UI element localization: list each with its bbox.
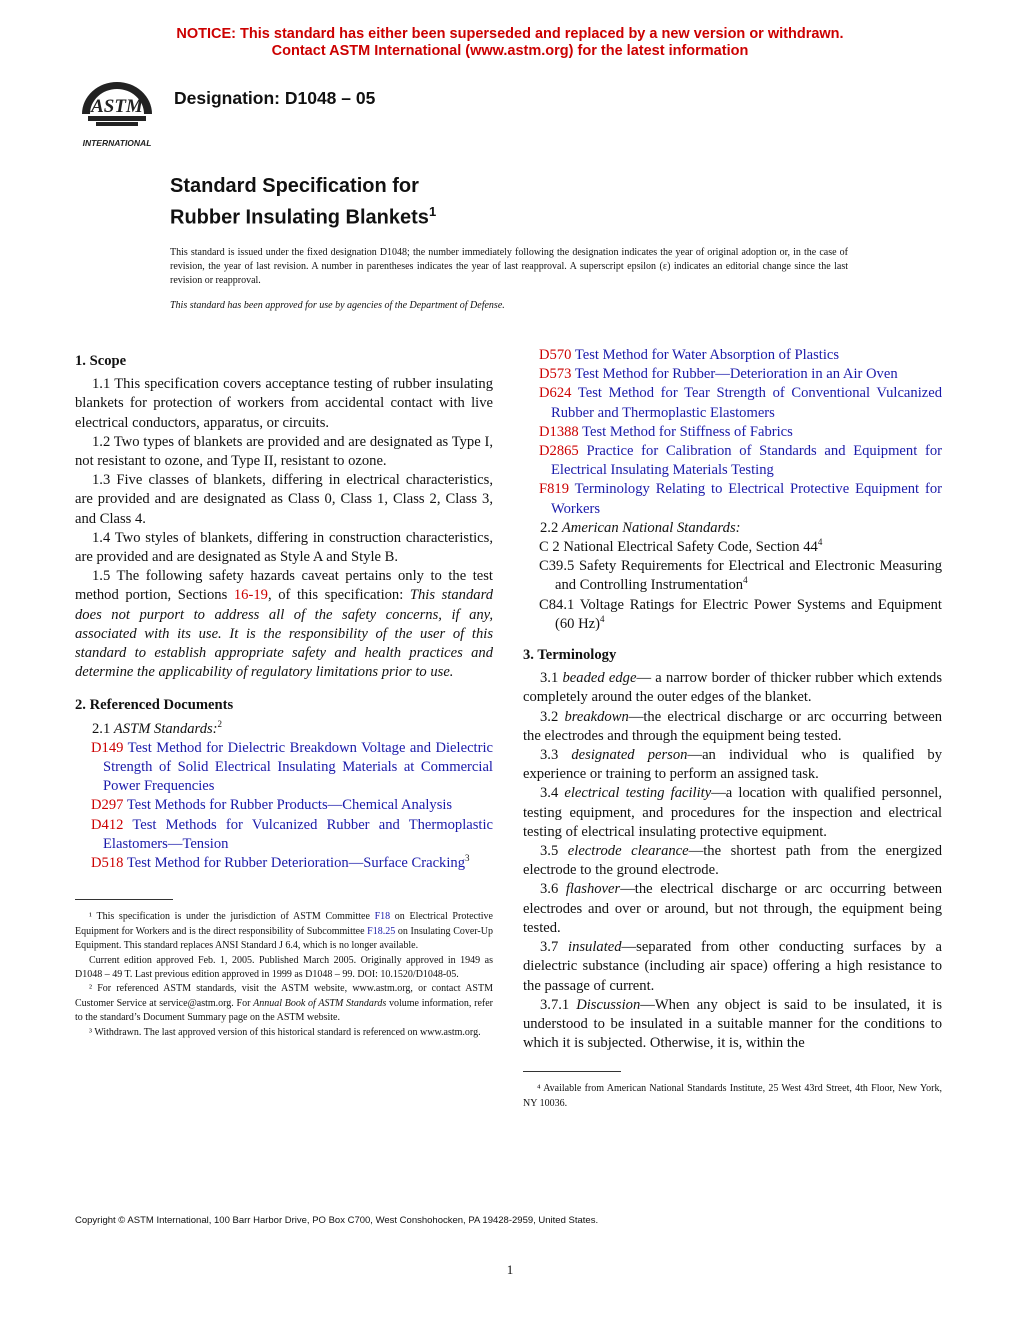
term-item: 3.3 designated person—an individual who is qualified by experience or training to perform an assigned task. <box>523 747 942 783</box>
title-line-1: Standard Specification for <box>170 175 419 197</box>
ref-item[interactable]: D2865 Practice for Calibration of Standards and Equipment for Electrical Insulating Materials Testing <box>539 443 942 479</box>
ref-item[interactable]: D573 Test Method for Rubber—Deterioration in an Air Oven <box>539 366 898 383</box>
f18-link[interactable]: F18 <box>374 911 391 923</box>
page-number: 1 <box>506 1262 514 1277</box>
ref-item[interactable]: D570 Test Method for Water Absorption of Plastics <box>539 347 840 363</box>
footnote-divider <box>75 899 173 900</box>
notice-line-2: Contact ASTM International (www.astm.org) for the latest information <box>271 43 749 59</box>
term-item: 3.1 beaded edge— a narrow border of thicker rubber which extends completely around the outer edges of the blanket. <box>523 670 942 706</box>
ref-item[interactable]: D518 Test Method for Rubber Deterioration—Surface Cracking$^3$ <box>91 853 470 872</box>
term-item: 3.2 breakdown—the electrical discharge or arc occurring between the electrodes and through the equipment being tested. <box>523 708 942 744</box>
term-item: 3.6 flashover—the electrical discharge or arc occurring between electrodes and over or around, but not through, the equipment being tested. <box>523 881 942 936</box>
section-heading-terminology: 3. Terminology <box>523 647 617 664</box>
footnote-divider-right <box>523 1071 621 1072</box>
ref-item[interactable]: D1388 Test Method for Stiffness of Fabrics <box>539 423 793 440</box>
footnotes-right <box>523 1082 942 1111</box>
scope-1-3: 1.3 Five classes of blankets, differing in electrical characteristics, are provided and are designated as Class 0, Class 1, Class 2, Class 3, and Class 4. <box>75 472 493 527</box>
ansi-item: C 2 National Electrical Safety Code, Section $44^4$ <box>539 537 823 556</box>
scope-1-5: 1.5 The following safety hazards caveat pertains only to the test method portion, Sections 16-19, of this specification: This standard does not purport to address all of the safety concerns, if any, associated with its use. It is the responsibility of the user of this standard to establish appropriate safety and health practices and determine the applicability of regulatory limitations prior to use. <box>75 568 494 681</box>
copyright-line: Copyright © ASTM International, 100 Barr Harbor Drive, PO Box C700, West Conshohocken, PA 19428-2959, United States. <box>75 1215 599 1226</box>
scope-1-4: 1.4 Two styles of blankets, differing in construction characteristics, are provided and are designated as Style A and Style B. <box>75 529 493 566</box>
issue-note: This standard is issued under the fixed designation D1048; the number immediately following the designation indicates the year of original adoption or, in the case of revision, the year of last revision. A number in parentheses indicates the year of last reapproval. A superscript epsilon (ε) indicates an editorial change since the last revision or reapproval. <box>170 247 848 287</box>
term-item: 3.7 insulated—separated from other conducting surfaces by a dielectric substance (including air space) offering a high resistance to the passage of current. <box>523 939 942 994</box>
footnote-3: ³ Withdrawn. The last approved version of this historical standard is referenced on www.astm.org. <box>89 1026 481 1038</box>
left-column <box>75 346 493 1040</box>
ansi-item: C84.1 Voltage Ratings for Electric Power Systems and Equipment (60 Hz)$^4$ <box>539 596 942 632</box>
term-item: 3.7.1 Discussion—When any object is said to be insulated, it is understood to be insulated in a suitable manner for the conditions to which it is subjected. Otherwise, it is, within the <box>523 996 942 1052</box>
footnote-2: ² For referenced ASTM standards, visit the ASTM website, www.astm.org, or contact ASTM Customer Service at service@astm.org. For Annual Book of ASTM Standards volume information, refer to the standard’s Document Summary page on the ASTM website. <box>75 983 494 1024</box>
ref-item[interactable]: D412 Test Methods for Vulcanized Rubber and Thermoplastic Elastomers—Tension <box>91 816 493 852</box>
designation: Designation: D1048 – 05 <box>174 88 376 108</box>
notice-line-1: NOTICE: This standard has either been superseded and replaced by a new version or withdrawn. <box>176 26 844 42</box>
footnote-1: ¹ This specification is under the jurisdiction of ASTM Committee F18 on Electrical Protective Equipment for Workers and is the direct responsibility of Subcommittee F18.25 on Insulating Cover-Up Equipment. This standard replaces ANSI Standard J 6.4, which is no longer available. <box>75 911 493 952</box>
footnote-1-edition: Current edition approved Feb. 1, 2005. Published March 2005. Originally approved in 1949 as D1048 – 49 T. Last previous edition approved in 1999 as D1048 – 99. DOI: 10.1520/D1048-05. <box>75 954 493 980</box>
logo-subtext: INTERNATIONAL <box>82 138 152 148</box>
title-line-2: Rubber Insulating Blankets <box>170 206 429 229</box>
astm-standards-label: 2.1 ASTM Standards:$^2$ <box>92 718 223 737</box>
section-heading-referenced: 2. Referenced Documents <box>75 697 234 714</box>
footnote-4: ⁴ Available from American National Standards Institute, 25 West 43rd Street, 4th Floor, New York, NY 10036. <box>523 1083 942 1109</box>
ref-item[interactable]: D149 Test Method for Dielectric Breakdown Voltage and Dielectric Strength of Solid Electrical Insulating Materials at Commercial Power Frequencies <box>91 739 493 795</box>
ansi-item: C39.5 Safety Requirements for Electrical and Electronic Measuring and Controlling Instrumentation$^4$ <box>539 558 942 594</box>
ansi-standards-label: 2.2 American National Standards: <box>540 519 741 536</box>
supersede-notice <box>0 26 1020 60</box>
sections-link[interactable]: 16-19 <box>233 587 268 604</box>
term-item: 3.4 electrical testing facility—a location with qualified personnel, testing equipment, and procedures for the inspection and electrical testing of electrical insulating protective equipment. <box>523 785 942 840</box>
right-column <box>523 346 942 1111</box>
ref-item[interactable]: F819 Terminology Relating to Electrical Protective Equipment for Workers <box>539 481 942 517</box>
dod-note: This standard has been approved for use by agencies of the Department of Defense. <box>170 300 505 311</box>
section-heading-scope: 1. Scope <box>75 353 127 369</box>
footnotes-left <box>75 910 493 1040</box>
f1825-link[interactable]: F18.25 <box>367 925 396 937</box>
scope-1-2: 1.2 Two types of blankets are provided and are designated as Type I, not resistant to ozone, and Type II, resistant to ozone. <box>75 433 493 470</box>
ref-item[interactable]: D297 Test Methods for Rubber Products—Chemical Analysis <box>91 797 453 814</box>
logo-text: ASTM <box>91 96 143 117</box>
title-footnote-mark: 1 <box>428 204 437 219</box>
ref-item[interactable]: D624 Test Method for Tear Strength of Conventional Vulcanized Rubber and Thermoplastic Elastomers <box>539 385 942 421</box>
astm-logo <box>74 76 160 150</box>
scope-1-1: 1.1 This specification covers acceptance testing of rubber insulating blankets for protection of workers from accidental contact with live electrical conductors, apparatus, or circuits. <box>75 376 493 431</box>
term-item: 3.5 electrode clearance—the shortest path from the energized electrode to the ground electrode. <box>523 843 942 879</box>
page-title <box>170 174 436 231</box>
